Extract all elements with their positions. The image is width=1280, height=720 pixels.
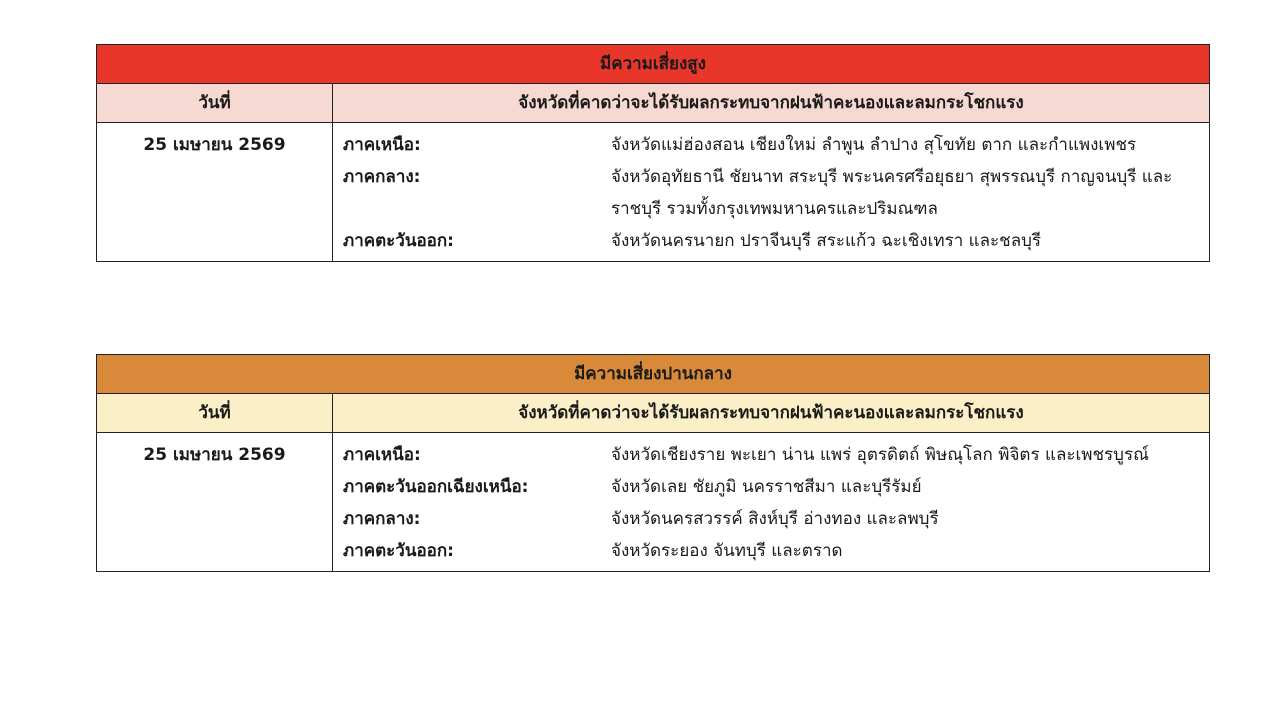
column-header-date: วันที่ (97, 394, 333, 433)
region-name: ภาคกลาง: (343, 509, 421, 529)
table-row (97, 123, 1210, 262)
table-row (97, 433, 1210, 572)
region-name: ภาคตะวันออก: (343, 541, 454, 561)
table-title: มีความเสี่ยงสูง (97, 45, 1210, 84)
region-row-north (343, 439, 1209, 471)
region-row-east (343, 535, 1209, 567)
region-provinces: จังหวัดอุทัยธานี ชัยนาท สระบุรี พระนครศรีอยุธยา สุพรรณบุรี กาญจนบุรี และราชบุรี รวมทั้งกรุงเทพมหานครและปริมณฑล (611, 167, 1173, 219)
region-name: ภาคตะวันออก: (343, 231, 454, 251)
region-provinces: จังหวัดระยอง จันทบุรี และตราด (611, 541, 843, 561)
region-row-east (343, 225, 1209, 257)
region-provinces: จังหวัดแม่ฮ่องสอน เชียงใหม่ ลำพูน ลำปาง สุโขทัย ตาก และกำแพงเพชร (611, 135, 1137, 155)
high-risk-table (96, 44, 1210, 262)
date-cell: 25 เมษายน 2569 (97, 433, 333, 572)
region-row-central (343, 161, 1209, 225)
medium-risk-table (96, 354, 1210, 572)
table-title: มีความเสี่ยงปานกลาง (97, 355, 1210, 394)
column-header-date: วันที่ (97, 84, 333, 123)
region-name: ภาคกลาง: (343, 167, 421, 187)
region-provinces: จังหวัดนครสวรรค์ สิงห์บุรี อ่างทอง และลพบุรี (611, 509, 939, 529)
region-provinces: จังหวัดนครนายก ปราจีนบุรี สระแก้ว ฉะเชิงเทรา และชลบุรี (611, 231, 1042, 251)
column-header-provinces: จังหวัดที่คาดว่าจะได้รับผลกระทบจากฝนฟ้าคะนองและลมกระโชกแรง (333, 84, 1210, 123)
region-row-northeast (343, 471, 1209, 503)
region-row-north (343, 129, 1209, 161)
region-name: ภาคเหนือ: (343, 135, 421, 155)
region-name: ภาคเหนือ: (343, 445, 421, 465)
date-cell: 25 เมษายน 2569 (97, 123, 333, 262)
regions-cell (333, 433, 1210, 572)
region-provinces: จังหวัดเชียงราย พะเยา น่าน แพร่ อุตรดิตถ์ พิษณุโลก พิจิตร และเพชรบูรณ์ (611, 445, 1149, 465)
regions-cell (333, 123, 1210, 262)
column-header-provinces: จังหวัดที่คาดว่าจะได้รับผลกระทบจากฝนฟ้าคะนองและลมกระโชกแรง (333, 394, 1210, 433)
region-row-central (343, 503, 1209, 535)
region-name: ภาคตะวันออกเฉียงเหนือ: (343, 477, 529, 497)
region-provinces: จังหวัดเลย ชัยภูมิ นครราชสีมา และบุรีรัมย์ (611, 477, 922, 497)
